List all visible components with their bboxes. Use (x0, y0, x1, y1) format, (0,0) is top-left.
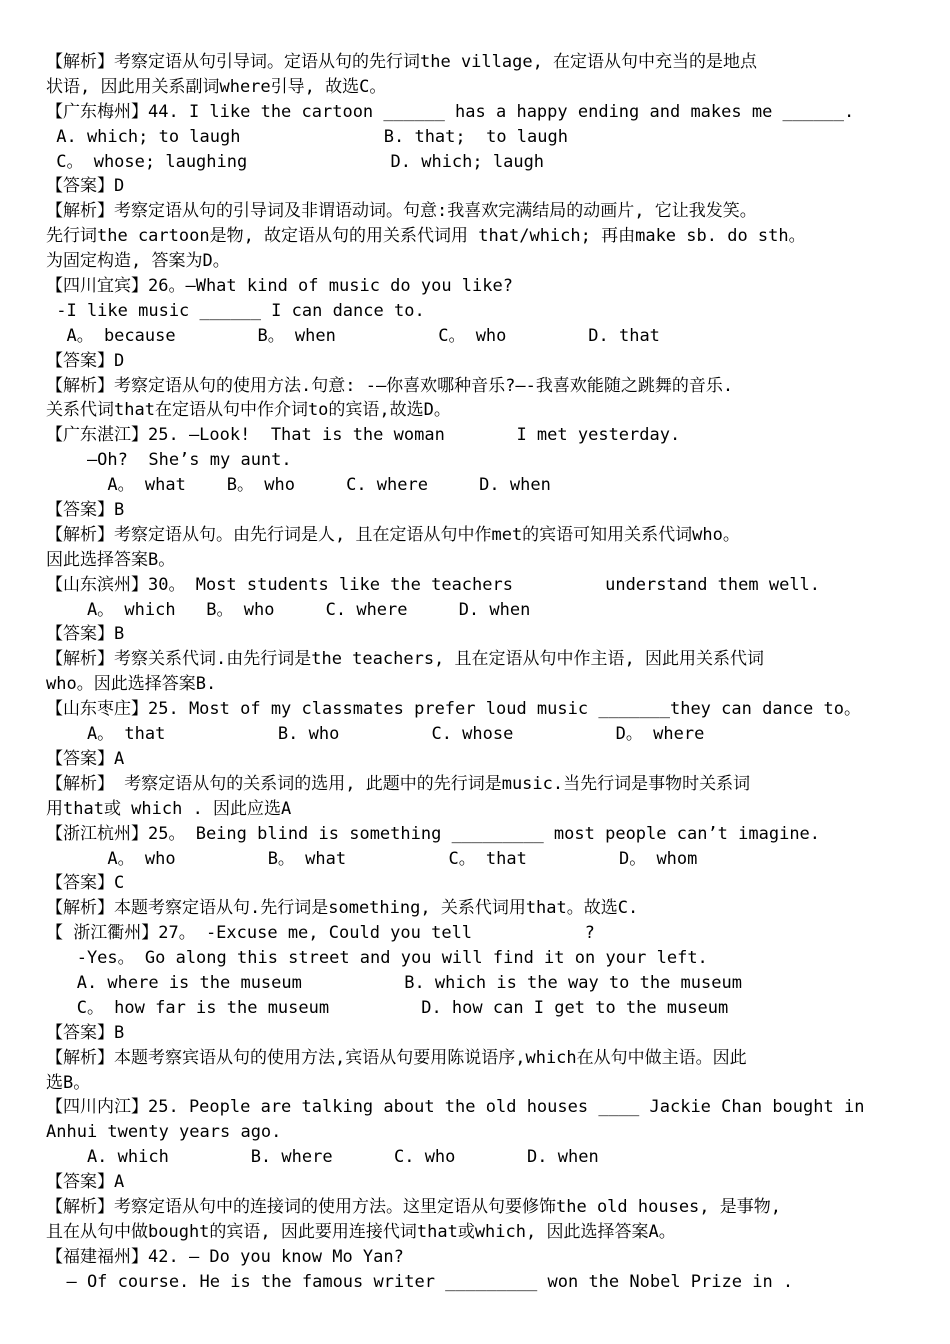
text-line: 选B。 (46, 1072, 91, 1093)
text-line: 【解析】本题考察宾语从句的使用方法,宾语从句要用陈说语序,which在从句中做主语。因此 (46, 1047, 747, 1068)
text-line: 【解析】考察定语从句的引导词及非谓语动词。句意:我喜欢完满结局的动画片, 它让我发笑。 (46, 201, 757, 222)
text-line: 【答案】D (46, 176, 125, 197)
text-line: 【解析】本题考察定语从句.先行词是something, 关系代词用that。故选C. (46, 898, 639, 919)
text-line: 为固定构造, 答案为D。 (46, 251, 230, 272)
text-line: A。 that B. who C. whose D。 where (46, 724, 705, 745)
text-line: 先行词the cartoon是物, 故定语从句的用关系代词用 that/which; 再由make sb. do sth。 (46, 226, 806, 247)
text-line: 【答案】A (46, 1172, 125, 1193)
text-line: 【四川宜宾】26。—What kind of music do you like? (46, 276, 513, 297)
text-line: 【答案】A (46, 748, 125, 769)
text-line: 【四川内江】25. People are talking about the old houses ____ Jackie Chan bought in (46, 1097, 865, 1118)
text-line: 【山东滨州】30。 Most students like the teachers understand them well. (46, 574, 821, 595)
text-line: —Oh? She’s my aunt. (46, 450, 292, 471)
text-line: 【 浙江衢州】27。 -Excuse me, Could you tell ? (46, 923, 595, 944)
document-page (46, 50, 926, 1295)
text-line: Anhui twenty years ago. (46, 1122, 282, 1143)
text-line: A. which B. where C. who D. when (46, 1147, 599, 1168)
text-line: 【解析】考察定语从句中的连接词的使用方法。这里定语从句要修饰the old houses, 是事物, (46, 1196, 781, 1217)
text-line: 【答案】C (46, 873, 125, 894)
text-line: 【解析】考察定语从句。由先行词是人, 且在定语从句中作met的宾语可知用关系代词who。 (46, 524, 740, 545)
text-line: 【答案】B (46, 624, 125, 645)
text-line: 【答案】B (46, 1022, 125, 1043)
text-line: A。 what B。 who C. where D. when (46, 475, 551, 496)
text-line: A. where is the museum B. which is the way to the museum (46, 972, 742, 993)
text-line: 【广东梅州】44. I like the cartoon ______ has a happy ending and makes me ______. (46, 101, 855, 122)
text-line: A。 which B。 who C. where D. when (46, 599, 531, 620)
text-line: 【解析】 考察定语从句的关系词的选用, 此题中的先行词是music.当先行词是事物时关系词 (46, 773, 751, 794)
text-line: 【解析】考察关系代词.由先行词是the teachers, 且在定语从句中作主语, 因此用关系代词 (46, 649, 764, 670)
text-line: 【答案】B (46, 500, 125, 521)
text-line: 【广东湛江】25. —Look! That is the woman I met yesterday. (46, 425, 681, 446)
text-line: C。 how far is the museum D. how can I get to the museum (46, 997, 729, 1018)
text-line: 【解析】考察定语从句的使用方法.句意: -—你喜欢哪种音乐?—-我喜欢能随之跳舞的音乐. (46, 375, 734, 396)
text-line: who。因此选择答案B. (46, 674, 217, 695)
text-line: -I like music ______ I can dance to. (46, 300, 425, 321)
text-line: 关系代词that在定语从句中作介词to的宾语,故选D。 (46, 400, 451, 421)
text-line: -Yes。 Go along this street and you will find it on your left. (46, 948, 708, 969)
text-line: 【解析】考察定语从句引导词。定语从句的先行词the village, 在定语从句中充当的是地点 (46, 52, 758, 72)
text-line: 【山东枣庄】25. Most of my classmates prefer loud music _______they can dance to。 (46, 699, 861, 720)
text-line: C。 whose; laughing D. which; laugh (46, 151, 545, 172)
text-line: 且在从句中做bought的宾语, 因此要用连接代词that或which, 因此选择答案A。 (46, 1221, 676, 1242)
text-line: A。 who B。 what C。 that D。 whom (46, 848, 698, 869)
text-line: 状语, 因此用关系副词where引导, 故选C。 (46, 76, 387, 97)
text-line: — Of course. He is the famous writer _________ won the Nobel Prize in . (46, 1271, 794, 1292)
text-line: 用that或 which . 因此应选A (46, 798, 292, 819)
text-line: A. which; to laugh B. that; to laugh (46, 126, 568, 147)
text-line: 【浙江杭州】25。 Being blind is something _________ most people can’t imagine. (46, 823, 821, 844)
text-line: A。 because B。 when C。 who D. that (46, 325, 660, 346)
text-line: 【答案】D (46, 350, 125, 371)
text-line: 因此选择答案B。 (46, 549, 176, 570)
text-line: 【福建福州】42. — Do you know Mo Yan? (46, 1246, 404, 1267)
